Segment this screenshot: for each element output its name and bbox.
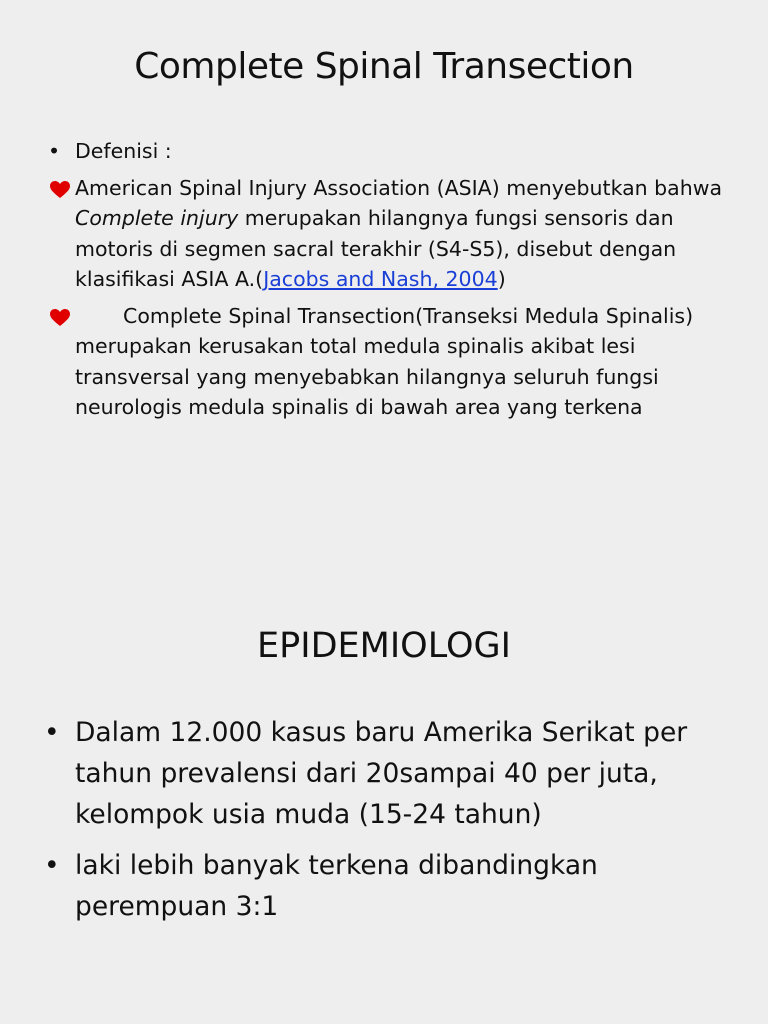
slide-body bbox=[44, 136, 734, 423]
complete-injury-term: Complete injury bbox=[75, 206, 239, 230]
transection-definition bbox=[75, 301, 734, 423]
bullet-dot: • bbox=[44, 717, 60, 748]
epidemiology-point: laki lebih banyak terkena dibandingkan perempuan 3:1 bbox=[75, 850, 598, 922]
list-item bbox=[44, 173, 734, 295]
list-item bbox=[44, 136, 734, 167]
slide-title: Complete Spinal Transection bbox=[134, 46, 634, 87]
list-item bbox=[44, 301, 734, 423]
heart-icon bbox=[44, 173, 75, 295]
definition-label: Defenisi : bbox=[75, 139, 172, 163]
asia-text-after: merupakan hilangnya fungsi sensoris dan motoris di segmen sacral terakhir (S4-S5), disebut dengan klasifikasi ASIA A.( bbox=[75, 206, 677, 291]
list-item bbox=[44, 712, 724, 835]
heart-icon bbox=[44, 301, 75, 423]
list-item bbox=[44, 845, 724, 927]
slide-epidemiologi bbox=[0, 512, 768, 1024]
transection-text: Complete Spinal Transection(Transeksi Medula Spinalis) merupakan kerusakan total medula spinalis akibat lesi transversal yang menyebabkan hilangnya seluruh fungsi neurologis medula spinalis di bawah area yang terkena bbox=[75, 303, 694, 419]
bullet-dot: • bbox=[44, 850, 60, 881]
slide-title: EPIDEMIOLOGI bbox=[257, 626, 511, 666]
epidemiology-point: Dalam 12.000 kasus baru Amerika Serikat per tahun prevalensi dari 20sampai 40 per juta, kelompok usia muda (15-24 tahun) bbox=[75, 717, 688, 830]
asia-definition bbox=[75, 173, 734, 295]
citation-link[interactable]: Jacobs and Nash, 2004 bbox=[263, 267, 498, 291]
slide-body bbox=[44, 712, 724, 927]
closing-paren: ) bbox=[497, 267, 506, 291]
asia-text-before: American Spinal Injury Association (ASIA) menyebutkan bahwa bbox=[75, 175, 723, 200]
bullet-dot: • bbox=[48, 139, 61, 163]
